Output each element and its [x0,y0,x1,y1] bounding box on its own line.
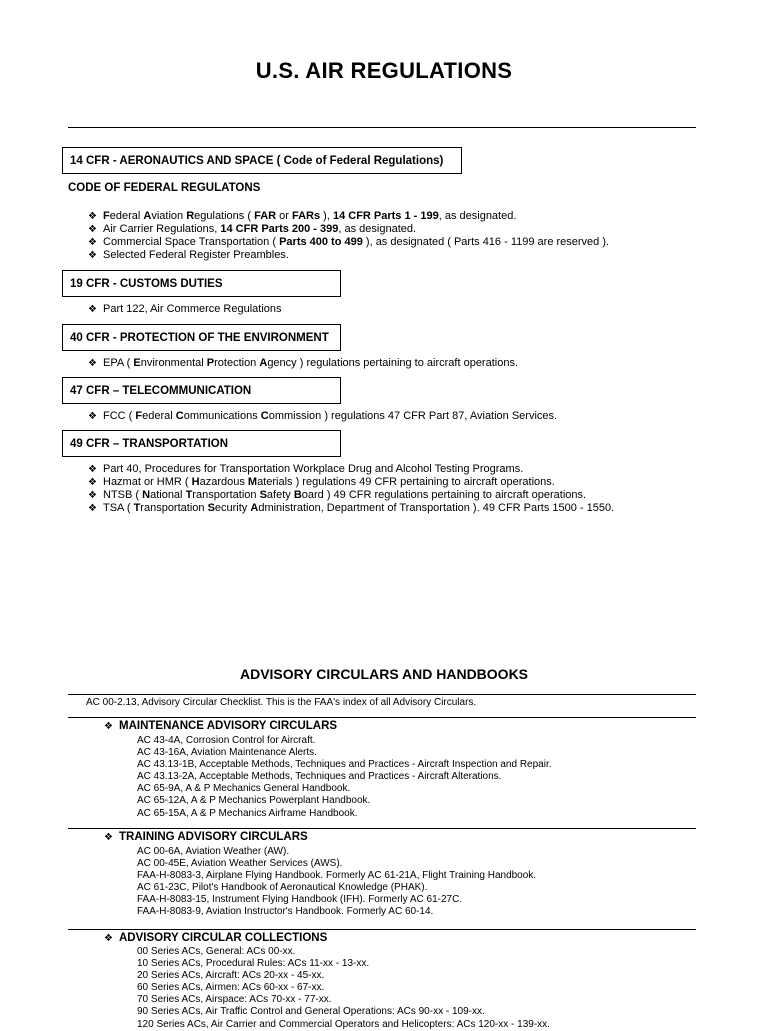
list-item: AC 43-4A, Corrosion Control for Aircraft. [137,735,316,746]
emphasis-text: R [186,210,195,222]
emphasis-text: C [260,410,269,422]
emphasis-text: P [206,357,215,369]
list-item: AC 43.13-2A, Acceptable Methods, Techniques and Practices - Aircraft Alterations. [137,771,502,783]
list-item [88,303,282,316]
cfr49-heading-box [62,430,341,457]
item-text: or [276,210,292,222]
cfr14-subtitle: CODE OF FEDERAL REGULATONS [68,182,261,194]
advisory-divider-2 [68,717,696,718]
emphasis-text: F [103,210,110,222]
item-text: aterials ) regulations 49 CFR pertaining to aircraft operations. [257,476,555,488]
item-text: viation [151,210,187,222]
emphasis-text: E [133,357,141,369]
emphasis-text: C [175,410,184,422]
bullet-icon: ❖ [88,224,97,235]
emphasis-text: F [135,410,143,422]
list-item [88,223,609,236]
emphasis-text: S [259,489,267,501]
bullet-icon: ❖ [88,304,97,315]
cfr19-list [88,303,282,316]
list-item [88,210,609,223]
emphasis-text: B [293,489,302,501]
list-item: 00 Series ACs, General: ACs 00-xx. [137,946,296,957]
list-item: 10 Series ACs, Procedural Rules: ACs 11-xx - 13-xx. [137,958,370,970]
emphasis-text: A [250,502,259,514]
list-item [88,489,614,502]
list-item [88,463,614,476]
item-text: ederal [109,210,144,222]
list-item: AC 61-23C, Pilot's Handbook of Aeronautical Knowledge (PHAK). [137,882,428,894]
item-text: dministration, Department of Transportation ). 49 CFR Parts 1500 - 1550. [258,502,615,514]
list-item: AC 43.13-1B, Acceptable Methods, Techniques and Practices - Aircraft Inspection and Repair. [137,759,552,771]
list-item: 70 Series ACs, Airspace: ACs 70-xx - 77-xx. [137,994,332,1006]
list-item: AC 00-45E, Aviation Weather Services (AWS). [137,858,343,870]
list-item: FAA-H-8083-9, Aviation Instructor's Handbook. Formerly AC 60-14. [137,906,434,918]
emphasis-text: T [133,502,141,514]
item-text: ransportation [192,489,260,501]
emphasis-text: M [247,476,258,488]
advisory-divider-4 [68,929,696,930]
cfr49-list [88,463,614,515]
list-item: AC 00-6A, Aviation Weather (AW). [137,846,290,857]
list-item [88,357,518,370]
collections-heading: ❖ ADVISORY CIRCULAR COLLECTIONS [104,932,328,944]
bullet-icon: ❖ [88,211,97,222]
cfr47-list [88,410,557,423]
item-text: NTSB ( [103,489,143,501]
cfr47-heading-box [62,377,341,404]
list-item [88,476,614,489]
list-item: AC 65-9A, A & P Mechanics General Handbook. [137,783,351,795]
maintenance-list [137,735,552,820]
list-item: 20 Series ACs, Aircraft: ACs 20-xx - 45-xx. [137,970,325,982]
item-text: egulations ( [194,210,255,222]
item-text: ommunications [183,410,261,422]
item-text: , as designated. [438,210,517,222]
list-item: FAA-H-8083-3, Airplane Flying Handbook. Formerly AC 61-21A, Flight Training Handbook. [137,870,537,882]
bullet-icon: ❖ [88,503,97,514]
item-text: FCC ( [103,410,136,422]
list-item: AC 43-16A, Aviation Maintenance Alerts. [137,747,317,759]
advisory-title: ADVISORY CIRCULARS AND HANDBOOKS [239,666,529,682]
page-title: U.S. AIR REGULATIONS [255,58,513,83]
bullet-icon: ❖ [88,411,97,422]
list-item: 120 Series ACs, Air Carrier and Commercial Operators and Helicopters: ACs 120-xx - 139-xx. [137,1018,550,1030]
list-item: 90 Series ACs, Air Traffic Control and General Operations: ACs 90-xx - 109-xx. [137,1006,485,1018]
item-text: EPA ( [103,357,134,369]
item-text: Part 122, Air Commerce Regulations [103,303,282,315]
item-text: Selected Federal Register Preambles. [103,249,289,261]
cfr40-list [88,357,518,370]
bullet-icon: ❖ [88,237,97,248]
bullet-icon: ❖ [104,721,113,732]
item-text: , as designated. [338,223,417,235]
item-text: TSA ( [103,502,134,514]
bullet-icon: ❖ [104,933,113,944]
bullet-icon: ❖ [104,832,113,843]
cfr14-heading: 14 CFR - AERONAUTICS AND SPACE ( Code of Federal Regulations) [70,154,444,167]
list-item: AC 65-15A, A & P Mechanics Airframe Handbook. [137,807,358,819]
item-text: Commercial Space Transportation ( [103,236,280,248]
item-text: Air Carrier Regulations, [103,223,221,235]
item-text: nvironmental [140,357,207,369]
emphasis-text: 14 CFR Parts 200 - 399 [220,223,339,235]
item-text: ), [320,210,333,222]
item-text: afety [266,489,294,501]
emphasis-text: Parts 400 to 499 [279,236,363,248]
bullet-icon: ❖ [88,490,97,501]
list-item [88,410,557,423]
item-text: ommission ) regulations 47 CFR Part 87, Aviation Services. [268,410,558,422]
advisory-divider-1 [68,694,696,695]
bullet-icon: ❖ [88,250,97,261]
cfr19-heading: 19 CFR - CUSTOMS DUTIES [70,277,223,290]
emphasis-text: FARs [291,210,321,222]
item-text: ational [150,489,186,501]
advisory-checklist: AC 00-2.13, Advisory Circular Checklist. This is the FAA's index of all Advisory Circulars. [86,697,477,708]
emphasis-text: 14 CFR Parts 1 - 199 [332,210,439,222]
list-item: FAA-H-8083-15, Instrument Flying Handbook (IFH). Formerly AC 61-27C. [137,894,463,906]
item-text: oard ) 49 CFR regulations pertaining to aircraft operations. [301,489,587,501]
emphasis-text: N [142,489,151,501]
list-item [88,236,609,249]
emphasis-text: S [207,502,215,514]
emphasis-text: FAR [254,210,277,222]
cfr40-heading-box [62,324,341,351]
item-text: azardous [199,476,248,488]
list-item: AC 65-12A, A & P Mechanics Powerplant Handbook. [137,795,371,807]
emphasis-text: A [143,210,152,222]
bullet-icon: ❖ [88,358,97,369]
item-text: rotection [214,357,260,369]
training-heading: ❖ TRAINING ADVISORY CIRCULARS [104,831,308,843]
emphasis-text: A [259,357,268,369]
bullet-icon: ❖ [88,477,97,488]
item-text: ransportation [140,502,208,514]
item-text: gency ) regulations pertaining to aircraft operations. [267,357,519,369]
item-text: Part 40, Procedures for Transportation Workplace Drug and Alcohol Testing Programs. [103,463,524,475]
item-text: ederal [142,410,176,422]
collections-list [137,946,550,1031]
advisory-divider-3 [68,828,696,829]
bullet-icon: ❖ [88,464,97,475]
cfr14-list [88,210,609,262]
cfr40-heading: 40 CFR - PROTECTION OF THE ENVIRONMENT [70,331,329,344]
emphasis-text: T [185,489,193,501]
item-text: ), as designated ( Parts 416 - 1199 are reserved ). [362,236,610,248]
emphasis-text: H [191,476,200,488]
title-divider [68,127,696,128]
list-item: 60 Series ACs, Airmen: ACs 60-xx - 67-xx. [137,982,325,994]
cfr49-heading: 49 CFR – TRANSPORTATION [70,437,229,450]
training-list [137,846,536,919]
list-item [88,502,614,515]
item-text: Hazmat or HMR ( [103,476,192,488]
item-text: ecurity [214,502,251,514]
cfr47-heading: 47 CFR – TELECOMMUNICATION [70,384,252,397]
cfr14-heading-box [62,147,462,174]
list-item [88,249,609,262]
maintenance-heading: ❖ MAINTENANCE ADVISORY CIRCULARS [104,720,338,732]
cfr19-heading-box [62,270,341,297]
